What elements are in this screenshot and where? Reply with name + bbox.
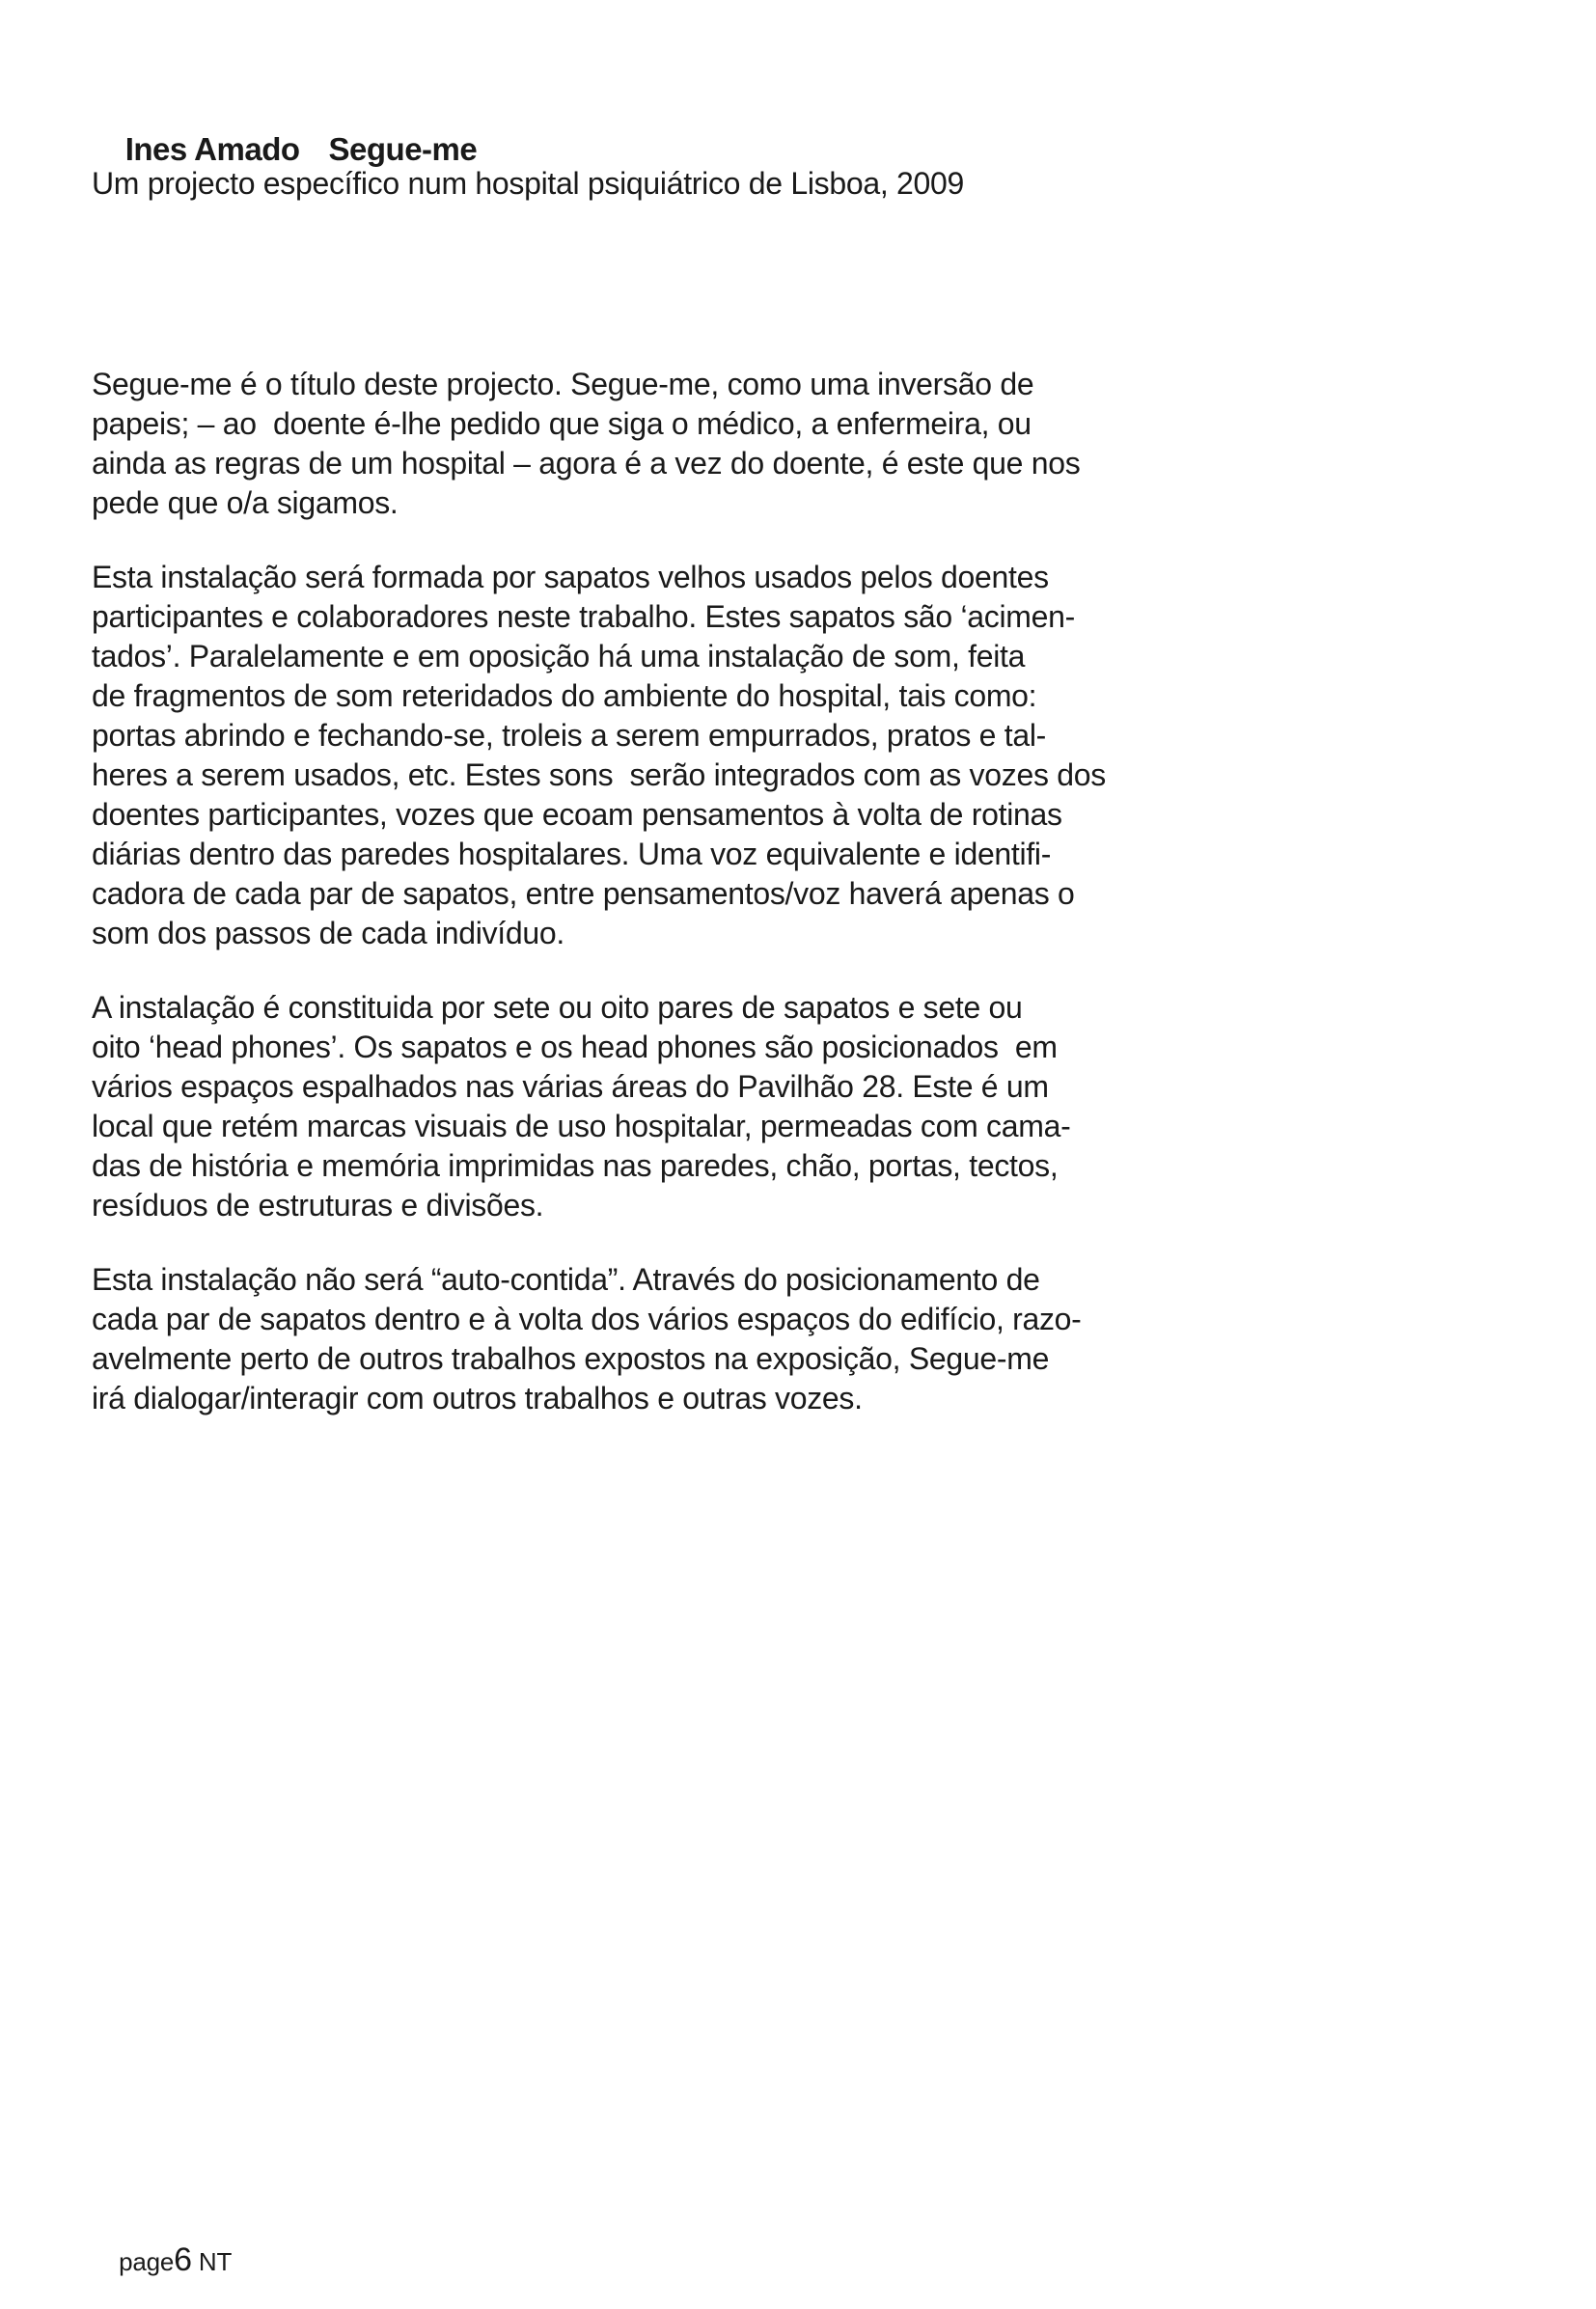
text-line: oito ‘head phones’. Os sapatos e os head phones são posicionados em	[92, 1030, 1058, 1064]
text-line: participantes e colaboradores neste trabalho. Estes sapatos são ‘acimen-	[92, 599, 1075, 634]
footer-page-label: page	[119, 2247, 175, 2276]
text-line: Segue-me é o título deste projecto. Segue-me, como uma inversão de	[92, 367, 1034, 401]
text-line: cadora de cada par de sapatos, entre pensamentos/voz haverá apenas o	[92, 876, 1075, 911]
doc-subtitle: Um projecto específico num hospital psiquiátrico de Lisboa, 2009	[92, 166, 964, 201]
paragraph	[92, 988, 1106, 1225]
text-line: Esta instalação não será “auto-contida”. Através do posicionamento de	[92, 1262, 1040, 1297]
text-line: avelmente perto de outros trabalhos expostos na exposição, Segue-me	[92, 1341, 1050, 1376]
text-line: resíduos de estruturas e divisões.	[92, 1188, 544, 1223]
paragraph	[92, 1260, 1106, 1418]
text-line: som dos passos de cada indivíduo.	[92, 916, 564, 950]
text-line: A instalação é constituida por sete ou oito pares de sapatos e sete ou	[92, 990, 1023, 1025]
text-line: irá dialogar/interagir com outros trabalhos e outras vozes.	[92, 1381, 863, 1416]
text-line: papeis; – ao doente é-lhe pedido que siga o médico, a enfermeira, ou	[92, 406, 1032, 441]
text-line: portas abrindo e fechando-se, troleis a serem empurrados, pratos e tal-	[92, 718, 1046, 753]
page-footer	[92, 2212, 232, 2309]
footer-initials: NT	[191, 2247, 233, 2276]
text-line: doentes participantes, vozes que ecoam pensamentos à volta de rotinas	[92, 797, 1062, 832]
text-line: heres a serem usados, etc. Estes sons serão integrados com as vozes dos	[92, 757, 1106, 792]
text-line: diárias dentro das paredes hospitalares. Uma voz equivalente e identifi-	[92, 837, 1052, 871]
text-line: cada par de sapatos dentro e à volta dos vários espaços do edifício, razo-	[92, 1302, 1082, 1336]
text-line: Esta instalação será formada por sapatos velhos usados pelos doentes	[92, 560, 1049, 594]
text-line: pede que o/a sigamos.	[92, 485, 399, 520]
text-line: das de história e memória imprimidas nas paredes, chão, portas, tectos,	[92, 1148, 1059, 1183]
text-line: vários espaços espalhados nas várias áreas do Pavilhão 28. Este é um	[92, 1069, 1049, 1104]
text-line: de fragmentos de som reteridados do ambiente do hospital, tais como:	[92, 678, 1037, 713]
paragraph	[92, 365, 1106, 523]
paragraph	[92, 558, 1106, 953]
doc-body	[92, 365, 1106, 1453]
text-line: ainda as regras de um hospital – agora é a vez do doente, é este que nos	[92, 446, 1081, 481]
text-line: tados’. Paralelamente e em oposição há uma instalação de som, feita	[92, 639, 1026, 673]
doc-title: Segue-me	[328, 131, 478, 167]
footer-page-number: 6	[174, 2241, 192, 2278]
text-line: local que retém marcas visuais de uso hospitalar, permeadas com cama-	[92, 1109, 1071, 1143]
author-name: Ines Amado	[124, 131, 300, 167]
